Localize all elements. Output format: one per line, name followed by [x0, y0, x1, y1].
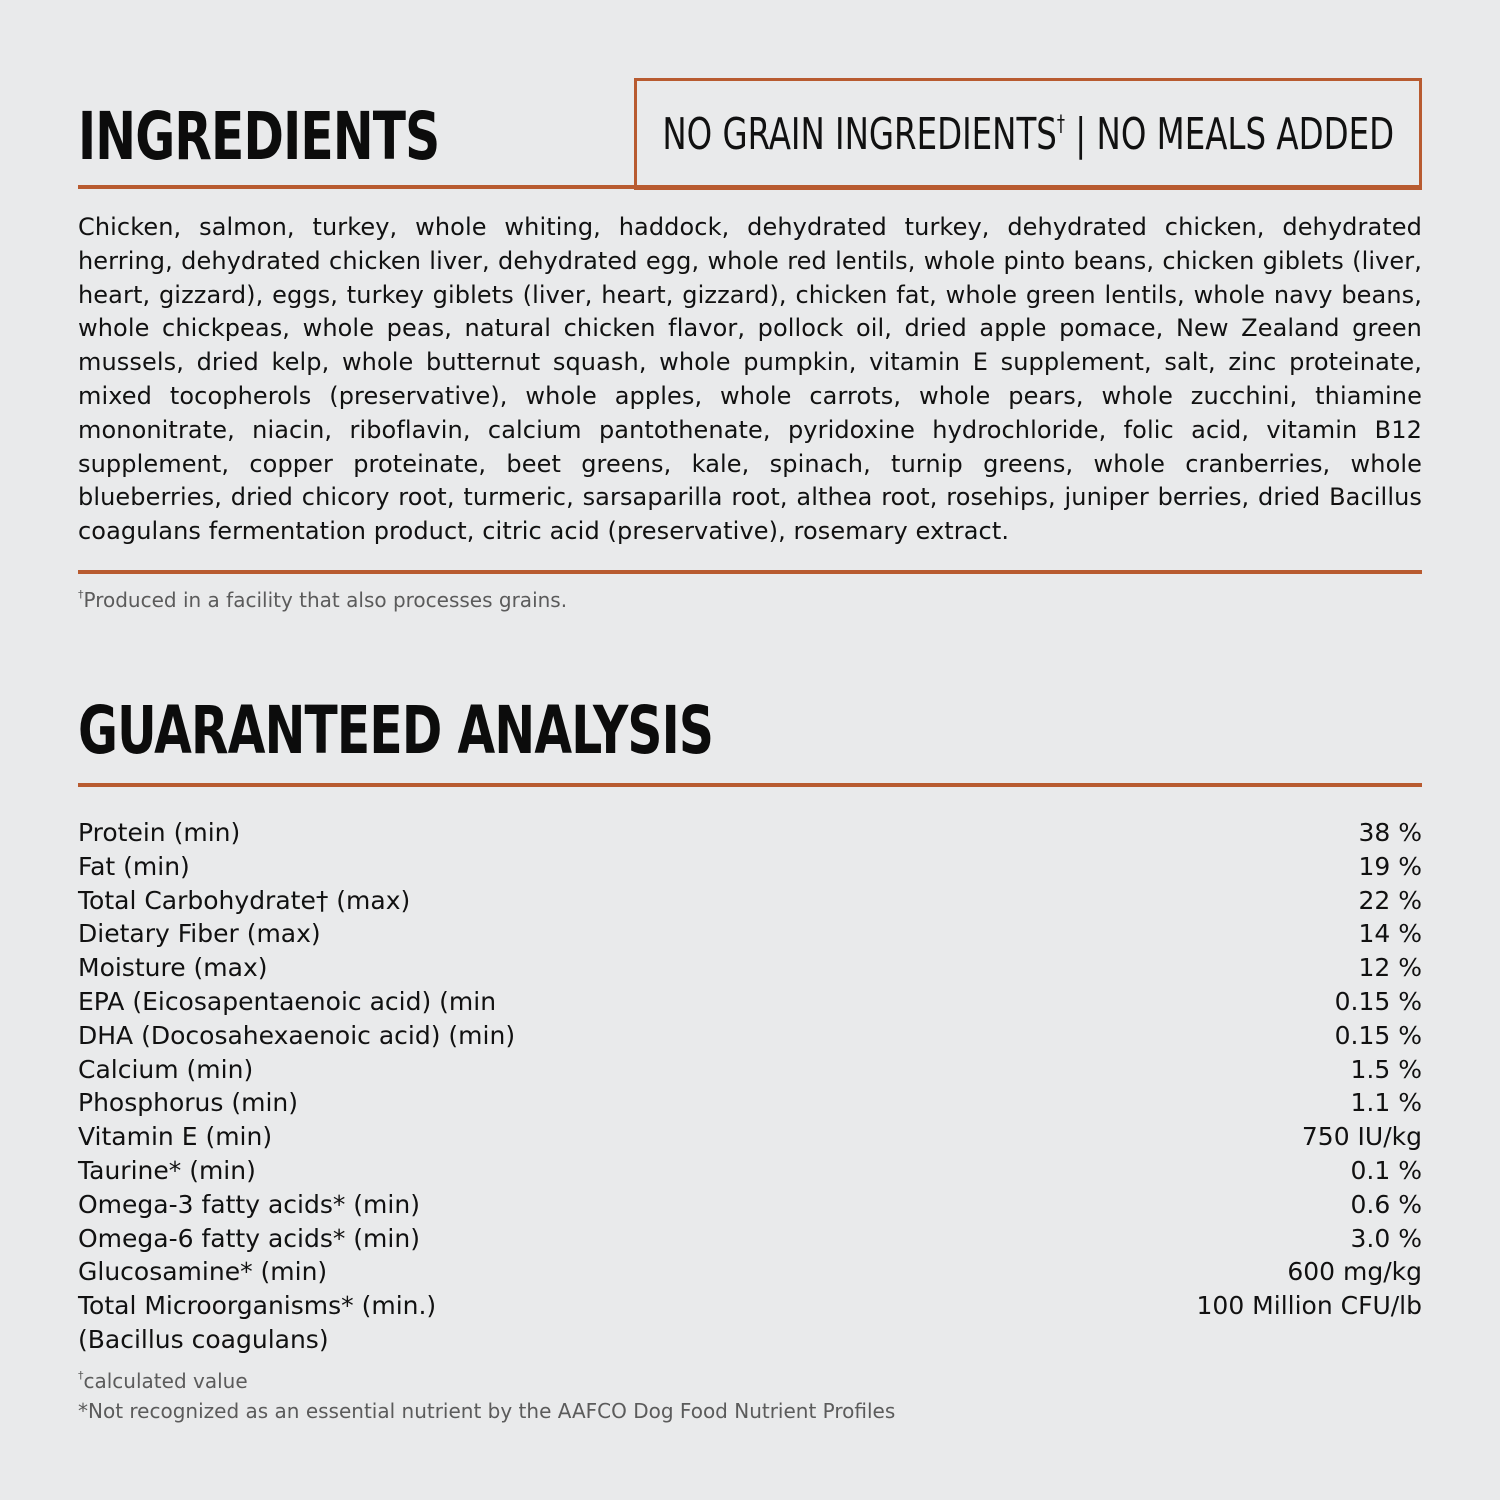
analysis-label: Total Microorganisms* (min.) (Bacillus coagulans) [78, 1291, 437, 1354]
analysis-row [78, 917, 1422, 951]
analysis-label: Fat (min) [78, 851, 190, 881]
analysis-row [78, 1053, 1422, 1087]
analysis-value: 22 % [1358, 885, 1422, 915]
analysis-label: Calcium (min) [78, 1054, 254, 1084]
analysis-row [78, 1154, 1422, 1188]
claim-dagger: † [1056, 111, 1065, 137]
analysis-label: Dietary Fiber (max) [78, 919, 321, 949]
analysis-value: 38 % [1358, 818, 1422, 847]
analysis-row [78, 1289, 1422, 1357]
analysis-label: Glucosamine* (min) [78, 1257, 328, 1287]
analysis-row [78, 1086, 1422, 1120]
analysis-label: DHA (Docosahexaenoic acid) (min) [78, 1020, 516, 1050]
analysis-row [78, 850, 1422, 884]
calculated-footnote-text: calculated value [83, 1369, 248, 1393]
grain-footnote-text: Produced in a facility that also processes grains. [83, 588, 568, 612]
ingredients-bottom-divider [78, 570, 1422, 574]
analysis-value: 1.1 % [1350, 1088, 1422, 1118]
analysis-divider [78, 783, 1422, 787]
analysis-value: 0.1 % [1350, 1155, 1422, 1185]
aafco-footnote: *Not recognized as an essential nutrient by the AAFCO Dog Food Nutrient Profiles [78, 1399, 896, 1423]
analysis-label: Total Carbohydrate† (max) [78, 885, 411, 915]
analysis-label: Phosphorus (min) [78, 1088, 298, 1118]
ingredients-heading: INGREDIENTS [78, 98, 440, 175]
analysis-label: EPA (Eicosapentaenoic acid) (min [78, 986, 497, 1016]
analysis-label: Moisture (max) [78, 953, 268, 983]
analysis-table [78, 816, 1422, 1357]
analysis-label: Vitamin E (min) [78, 1122, 273, 1152]
analysis-row [78, 884, 1422, 918]
analysis-heading: GUARANTEED ANALYSIS [78, 692, 714, 769]
analysis-row [78, 1019, 1422, 1053]
claim-main: NO GRAIN INGREDIENTS [662, 108, 1057, 160]
analysis-value: 3.0 % [1350, 1223, 1422, 1253]
analysis-row [78, 816, 1422, 850]
calculated-footnote [78, 1369, 248, 1393]
analysis-row [78, 1255, 1422, 1289]
analysis-value: 600 mg/kg [1287, 1257, 1422, 1287]
grain-footnote-dagger: † [78, 588, 84, 601]
analysis-row [78, 1222, 1422, 1256]
analysis-value: 750 IU/kg [1301, 1122, 1422, 1152]
grain-footnote [78, 588, 567, 612]
analysis-value: 19 % [1358, 851, 1422, 881]
analysis-value: 0.15 % [1334, 1020, 1422, 1050]
analysis-value: 14 % [1358, 919, 1422, 949]
analysis-value: 1.5 % [1350, 1054, 1422, 1084]
analysis-value: 0.15 % [1334, 986, 1422, 1016]
analysis-row [78, 1188, 1422, 1222]
analysis-value: 12 % [1358, 953, 1422, 983]
ingredients-divider [78, 185, 1422, 189]
calculated-footnote-dagger: † [78, 1369, 84, 1382]
analysis-row [78, 985, 1422, 1019]
ingredients-list: Chicken, salmon, turkey, whole whiting, haddock, dehydrated turkey, dehydrated chicken, dehydrated herring, dehydrated chicken liver, dehydrated egg, whole red lentils, whole pinto beans, chicken giblets (liver, heart, gizzard), eggs, turkey giblets (liver, heart, gizzard), chicken fat, whole green lentils, whole navy beans, whole chickpeas, whole peas, natural chicken flavor, pollock oil, dried apple pomace, New Zealand green mussels, dried kelp, whole butternut squash, whole pumpkin, vitamin E supplement, salt, zinc proteinate, mixed tocopherols (preservative), whole apples, whole carrots, whole pears, whole zucchini, thiamine mononitrate, niacin, riboflavin, calcium pantothenate, pyridoxine hydrochloride, folic acid, vitamin B12 supplement, copper proteinate, beet greens, kale, spinach, turnip greens, whole cranberries, whole blueberries, dried chicory root, turmeric, sarsaparilla root, althea root, rosehips, juniper berries, dried Bacillus coagulans fermentation product, citric acid (preservative), rosemary extract. [78, 213, 1422, 546]
analysis-value: 0.6 % [1350, 1189, 1422, 1219]
analysis-label: Omega-6 fatty acids* (min) [78, 1223, 420, 1253]
analysis-label: Protein (min) [78, 818, 241, 847]
analysis-row [78, 951, 1422, 985]
claim-box [634, 78, 1422, 190]
label-page [78, 0, 1422, 1500]
analysis-value: 100 Million CFU/lb [1196, 1291, 1422, 1321]
analysis-label: Taurine* (min) [78, 1155, 256, 1185]
analysis-label: Omega-3 fatty acids* (min) [78, 1189, 420, 1219]
analysis-row [78, 1120, 1422, 1154]
claim-text [662, 109, 1394, 160]
claim-rest: | NO MEALS ADDED [1064, 108, 1394, 160]
